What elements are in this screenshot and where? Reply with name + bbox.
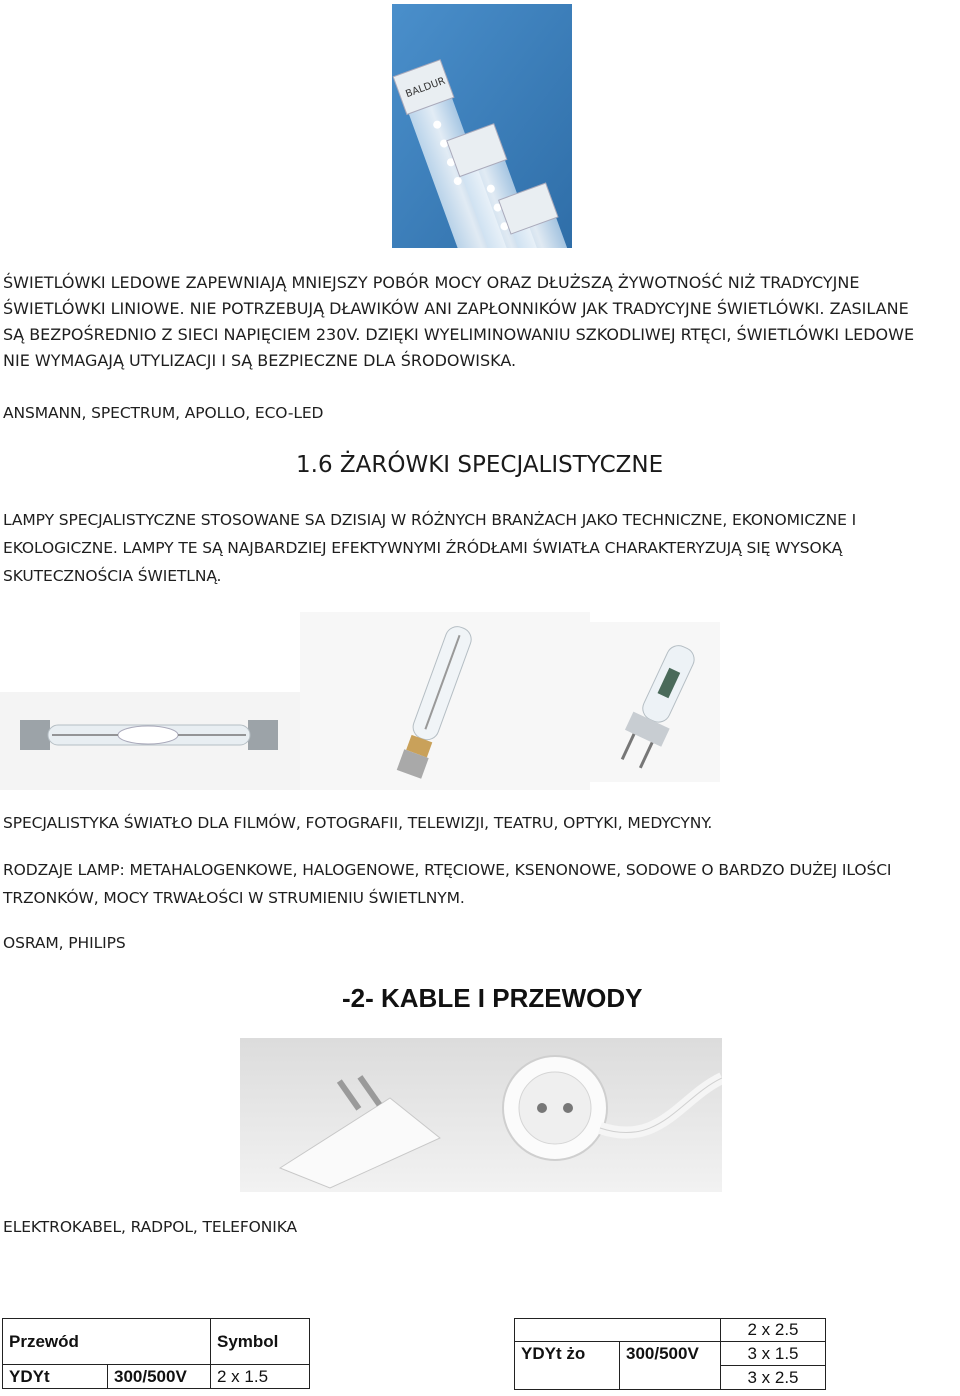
cable-brands: ELEKTROKABEL, RADPOL, TELEFONIKA xyxy=(3,1218,298,1236)
special-line-1: LAMPY SPECJALISTYCZNE STOSOWANE SA DZISIAJ W RÓŻNYCH BRANŻACH JAKO TECHNICZNE, EKONOMICZNE I xyxy=(3,511,857,529)
led-brands: ANSMANN, SPECTRUM, APOLLO, ECO-LED xyxy=(3,404,324,422)
cell-section: 2 x 1.5 xyxy=(211,1365,310,1389)
led-brand-label: BALDUR xyxy=(404,75,447,101)
cable-table-right xyxy=(514,1318,826,1390)
led-line-4: NIE WYMAGAJĄ UTYLIZACJI I SĄ BEZPIECZNE DLA ŚRODOWISKA. xyxy=(3,351,517,370)
lamp-types-line-2: TRZONKÓW, MOCY TRWAŁOŚCI W STRUMIENIU ŚWIETLNYM. xyxy=(3,889,465,907)
lamps-illustration xyxy=(0,612,720,790)
plug-illustration xyxy=(240,1038,722,1192)
led-line-1: ŚWIETLÓWKI LEDOWE ZAPEWNIAJĄ MNIEJSZY POBÓR MOCY ORAZ DŁUŻSZĄ ŻYWOTNOŚĆ NIŻ TRADYCYJNE xyxy=(3,273,860,292)
special-line-2: EKOLOGICZNE. LAMPY TE SĄ NAJBARDZIEJ EFEKTYWNYMI ŹRÓDŁAMI ŚWIATŁA CHARAKTERYZUJĄ SIĘ WYSOKĄ xyxy=(3,539,843,557)
cell-type: YDYt xyxy=(3,1365,108,1389)
special-line-3: SKUTECZNOŚCIA ŚWIETLNĄ. xyxy=(3,567,222,585)
specialty-line: SPECJALISTYKA ŚWIATŁO DLA FILMÓW, FOTOGRAFII, TELEWIZJI, TEATRU, OPTYKI, MEDYCYNY. xyxy=(3,814,713,832)
header-przewod: Przewód xyxy=(9,1331,79,1351)
cables-heading: -2- KABLE I PRZEWODY xyxy=(342,983,643,1013)
led-paragraph xyxy=(3,270,958,374)
cell-r-type: YDYt żo xyxy=(515,1342,620,1390)
cell-r1-section: 2 x 2.5 xyxy=(721,1319,826,1342)
cell-r2-section: 3 x 1.5 xyxy=(721,1342,826,1366)
plug-cable-photo xyxy=(240,1038,722,1192)
cell-r3-section: 3 x 2.5 xyxy=(721,1366,826,1390)
special-lamps-photo xyxy=(0,612,720,790)
header-symbol: Symbol xyxy=(211,1319,310,1365)
special-paragraph xyxy=(3,506,958,590)
lamp-brands: OSRAM, PHILIPS xyxy=(3,934,126,952)
cell-r-voltage: 300/500V xyxy=(620,1342,721,1390)
cell-voltage: 300/500V xyxy=(108,1365,211,1389)
led-tubes-illustration xyxy=(392,4,572,248)
lamp-types xyxy=(3,856,958,912)
cable-table-left xyxy=(2,1318,310,1389)
led-line-2: ŚWIETLÓWKI LINIOWE. NIE POTRZEBUJĄ DŁAWIKÓW ANI ZAPŁONNIKÓW JAK TRADYCYJNE ŚWIETLÓWKI. ZASILANE xyxy=(3,299,909,318)
lamp-types-line-1: RODZAJE LAMP: METAHALOGENKOWE, HALOGENOWE, RTĘCIOWE, KSENONOWE, SODOWE O BARDZO DUŻEJ ILOŚCI xyxy=(3,861,892,879)
special-heading: 1.6 ŻARÓWKI SPECJALISTYCZNE xyxy=(296,452,664,478)
led-line-3: SĄ BEZPOŚREDNIO Z SIECI NAPIĘCIEM 230V. DZIĘKI WYELIMINOWANIU SZKODLIWEJ RTĘCI, ŚWIETLÓWKI LEDOWE xyxy=(3,325,915,344)
led-tubes-photo xyxy=(392,4,572,248)
